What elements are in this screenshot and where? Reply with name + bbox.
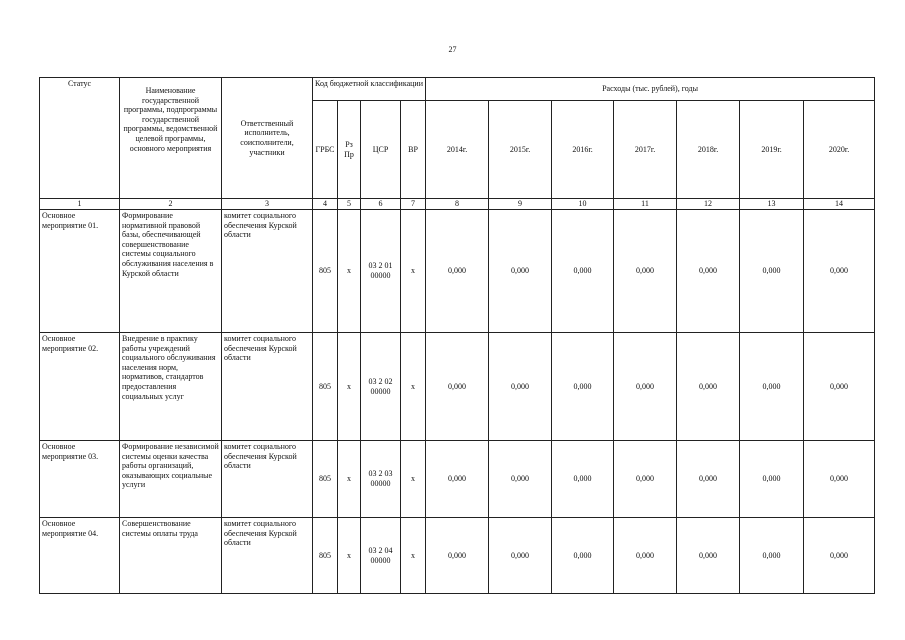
header-responsible: Ответственный исполнитель, соисполнители, участники <box>222 78 313 199</box>
page-number: 27 <box>448 45 457 54</box>
row-value: 0,000 <box>740 333 804 441</box>
row-status: Основное мероприятие 03. <box>40 441 120 518</box>
table-row <box>40 441 875 518</box>
row-value: 0,000 <box>489 210 552 333</box>
header-year: 2019г. <box>740 101 804 199</box>
header-year: 2014г. <box>426 101 489 199</box>
row-value: 0,000 <box>740 441 804 518</box>
column-number-row <box>40 199 875 210</box>
column-number: 5 <box>338 199 361 210</box>
row-responsible: комитет социального обеспечения Курской области <box>222 518 313 594</box>
header-grbs: ГРБС <box>313 101 338 199</box>
row-value: 0,000 <box>614 210 677 333</box>
row-value: 0,000 <box>804 333 875 441</box>
row-responsible: комитет социального обеспечения Курской области <box>222 333 313 441</box>
row-value: 0,000 <box>804 518 875 594</box>
row-value: 0,000 <box>740 210 804 333</box>
row-grbs: 805 <box>313 518 338 594</box>
header-year: 2018г. <box>677 101 740 199</box>
row-csr: 03 2 04 00000 <box>361 518 401 594</box>
row-name: Формирование нормативной правовой базы, обеспечивающей совершенствование системы социального обслуживания населения в Курской области <box>120 210 222 333</box>
header-year: 2016г. <box>552 101 614 199</box>
row-value: 0,000 <box>677 210 740 333</box>
row-csr: 03 2 03 00000 <box>361 441 401 518</box>
column-number: 1 <box>40 199 120 210</box>
header-vr: ВР <box>401 101 426 199</box>
row-value: 0,000 <box>552 210 614 333</box>
row-name: Совершенствование системы оплаты труда <box>120 518 222 594</box>
row-value: 0,000 <box>614 333 677 441</box>
table-row <box>40 518 875 594</box>
row-rzpr: х <box>338 333 361 441</box>
row-value: 0,000 <box>426 333 489 441</box>
row-grbs: 805 <box>313 333 338 441</box>
row-vr: х <box>401 333 426 441</box>
column-number: 6 <box>361 199 401 210</box>
budget-table <box>39 77 875 594</box>
row-value: 0,000 <box>426 210 489 333</box>
table-row <box>40 333 875 441</box>
row-csr: 03 2 01 00000 <box>361 210 401 333</box>
row-value: 0,000 <box>804 441 875 518</box>
row-status: Основное мероприятие 04. <box>40 518 120 594</box>
row-responsible: комитет социального обеспечения Курской области <box>222 441 313 518</box>
column-number: 13 <box>740 199 804 210</box>
column-number: 3 <box>222 199 313 210</box>
row-value: 0,000 <box>552 441 614 518</box>
row-value: 0,000 <box>426 518 489 594</box>
row-value: 0,000 <box>489 333 552 441</box>
header-expenses: Расходы (тыс. рублей), годы <box>426 78 875 101</box>
row-grbs: 805 <box>313 441 338 518</box>
row-name: Формирование независимой системы оценки качества работы организаций, оказывающих социальные услуги <box>120 441 222 518</box>
row-csr: 03 2 02 00000 <box>361 333 401 441</box>
row-value: 0,000 <box>426 441 489 518</box>
column-number: 4 <box>313 199 338 210</box>
column-number: 11 <box>614 199 677 210</box>
row-rzpr: х <box>338 518 361 594</box>
row-value: 0,000 <box>552 518 614 594</box>
column-number: 10 <box>552 199 614 210</box>
row-value: 0,000 <box>677 441 740 518</box>
row-rzpr: х <box>338 210 361 333</box>
row-vr: х <box>401 210 426 333</box>
table-row <box>40 210 875 333</box>
row-value: 0,000 <box>489 441 552 518</box>
row-value: 0,000 <box>804 210 875 333</box>
header-year: 2020г. <box>804 101 875 199</box>
header-budget-code: Код бюджетной классификации <box>313 78 426 101</box>
header-year: 2017г. <box>614 101 677 199</box>
row-rzpr: х <box>338 441 361 518</box>
column-number: 7 <box>401 199 426 210</box>
row-status: Основное мероприятие 01. <box>40 210 120 333</box>
row-responsible: комитет социального обеспечения Курской области <box>222 210 313 333</box>
row-status: Основное мероприятие 02. <box>40 333 120 441</box>
column-number: 8 <box>426 199 489 210</box>
row-vr: х <box>401 518 426 594</box>
header-rzpr: Рз Пр <box>338 101 361 199</box>
header-name: Наименование государственной программы, подпрограммы государственной программы, ведомственной целевой программы, основного мероприятия <box>120 78 222 199</box>
row-value: 0,000 <box>489 518 552 594</box>
row-value: 0,000 <box>614 441 677 518</box>
row-vr: х <box>401 441 426 518</box>
column-number: 2 <box>120 199 222 210</box>
row-value: 0,000 <box>677 518 740 594</box>
row-grbs: 805 <box>313 210 338 333</box>
row-name: Внедрение в практику работы учреждений социального обслуживания населения норм, нормативов, стандартов предоставления социальных услуг <box>120 333 222 441</box>
row-value: 0,000 <box>552 333 614 441</box>
header-year: 2015г. <box>489 101 552 199</box>
column-number: 12 <box>677 199 740 210</box>
row-value: 0,000 <box>614 518 677 594</box>
header-csr: ЦСР <box>361 101 401 199</box>
column-number: 9 <box>489 199 552 210</box>
column-number: 14 <box>804 199 875 210</box>
row-value: 0,000 <box>677 333 740 441</box>
header-status: Статус <box>40 78 120 199</box>
row-value: 0,000 <box>740 518 804 594</box>
